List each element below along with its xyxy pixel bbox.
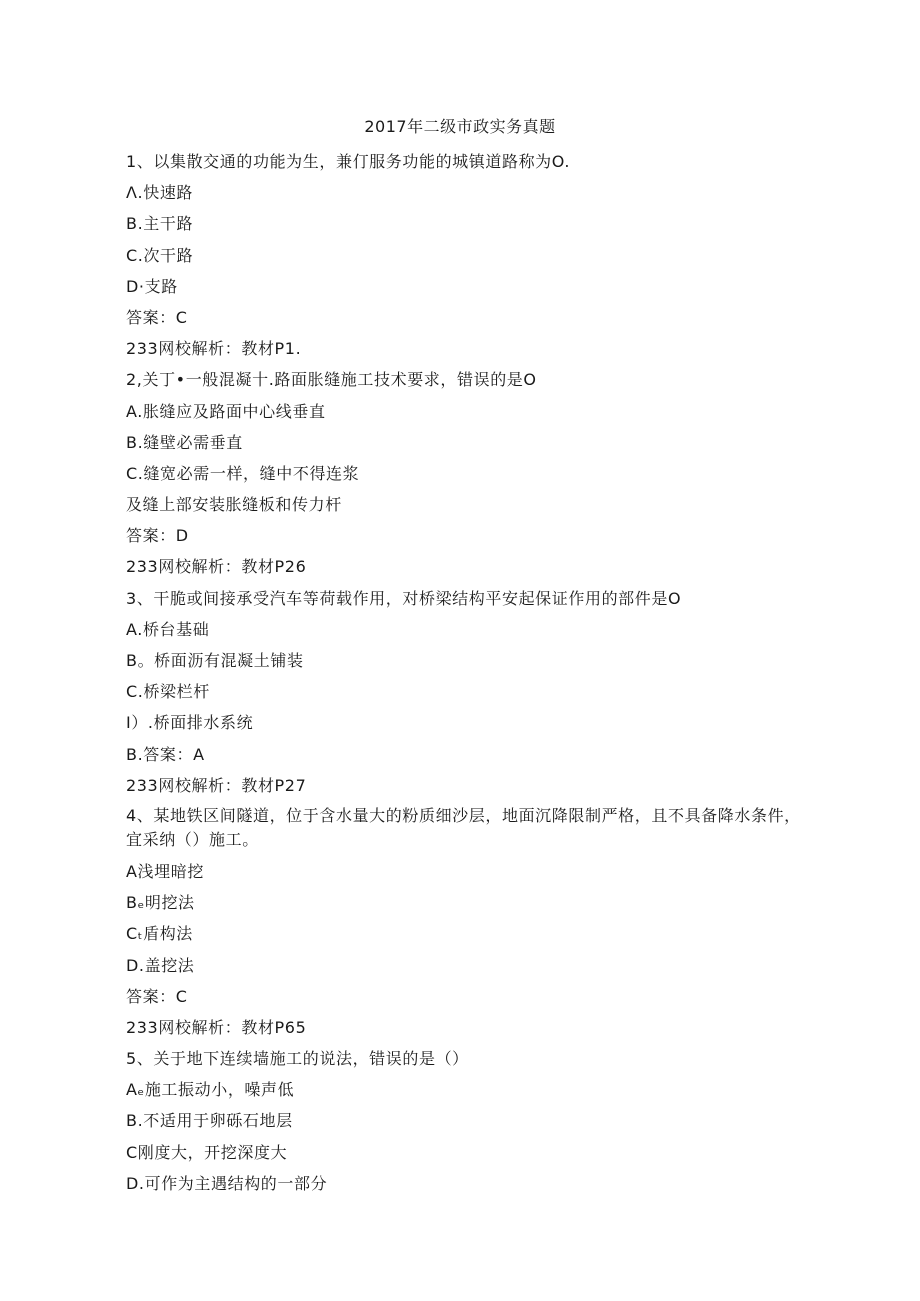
question-5-option-b: B.不适用于卵砾石地层 bbox=[126, 1111, 293, 1131]
question-1-answer: 答案：C bbox=[126, 307, 188, 327]
question-4-analysis: 233网校解析：教材P65 bbox=[126, 1017, 307, 1037]
question-3-stem: 3、干脆或间接承受汽车等荷载作用，对桥梁结构平安起保证作用的部件是O bbox=[126, 588, 682, 608]
question-2-stem: 2,关丁•一般混凝十.路面胀缝施工技术要求，错误的是O bbox=[126, 370, 537, 390]
question-1-option-c: C.次干路 bbox=[126, 245, 194, 265]
question-1-option-d: D·支路 bbox=[126, 276, 178, 296]
question-4-option-c: Cₜ盾构法 bbox=[126, 924, 193, 944]
document-title: 2017年二级市政实务真题 bbox=[364, 117, 556, 136]
question-4-answer: 答案：C bbox=[126, 986, 188, 1006]
question-1-option-b: B.主干路 bbox=[126, 214, 194, 234]
question-2-option-d: 及缝上部安装胀缝板和传力杆 bbox=[126, 495, 342, 515]
question-2-analysis: 233网校解析：教材P26 bbox=[126, 557, 307, 577]
question-4-stem: 4、某地铁区间隧道，位于含水量大的粉质细沙层，地面沉降限制严格，且不具备降水条件，宜采纳（）施工。 bbox=[126, 805, 801, 849]
question-2-answer: 答案：D bbox=[126, 526, 189, 546]
question-2-option-b: B.缝壁必需垂直 bbox=[126, 432, 243, 452]
question-5-option-a: Aₑ施工振动小，噪声低 bbox=[126, 1080, 295, 1100]
question-1-stem: 1、以集散交通的功能为生，兼仃服务功能的城镇道路称为O. bbox=[126, 152, 571, 171]
question-4-option-a: A浅埋暗挖 bbox=[126, 861, 204, 881]
question-3-analysis: 233网校解析：教材P27 bbox=[126, 775, 307, 795]
question-5-stem: 5、关于地下连续墙施工的说法，错误的是（） bbox=[126, 1049, 469, 1069]
question-2-option-c: C.缝宽必需一样，缝中不得连浆 bbox=[126, 463, 360, 483]
question-3-option-a: A.桥台基础 bbox=[126, 619, 210, 639]
question-1-analysis: 233网校解析：教材P1. bbox=[126, 339, 302, 359]
question-3-option-d: I）.桥面排水系统 bbox=[126, 713, 254, 733]
question-2-option-a: A.胀缝应及路面中心线垂直 bbox=[126, 401, 326, 421]
question-4-option-b: Bₑ明挖法 bbox=[126, 893, 195, 913]
question-5-option-c: C刚度大，开挖深度大 bbox=[126, 1142, 288, 1162]
question-3-option-b: B。桥面沥有混凝土铺装 bbox=[126, 651, 304, 670]
question-3-answer: B.答案：A bbox=[126, 744, 205, 764]
question-3-option-c: C.桥梁栏杆 bbox=[126, 682, 210, 702]
question-5-option-d: D.可作为主遇结构的一部分 bbox=[126, 1173, 328, 1193]
question-1-option-a: Λ.快速路 bbox=[126, 183, 194, 203]
question-4-option-d: D.盖挖法 bbox=[126, 955, 195, 975]
question-list bbox=[126, 146, 806, 1199]
